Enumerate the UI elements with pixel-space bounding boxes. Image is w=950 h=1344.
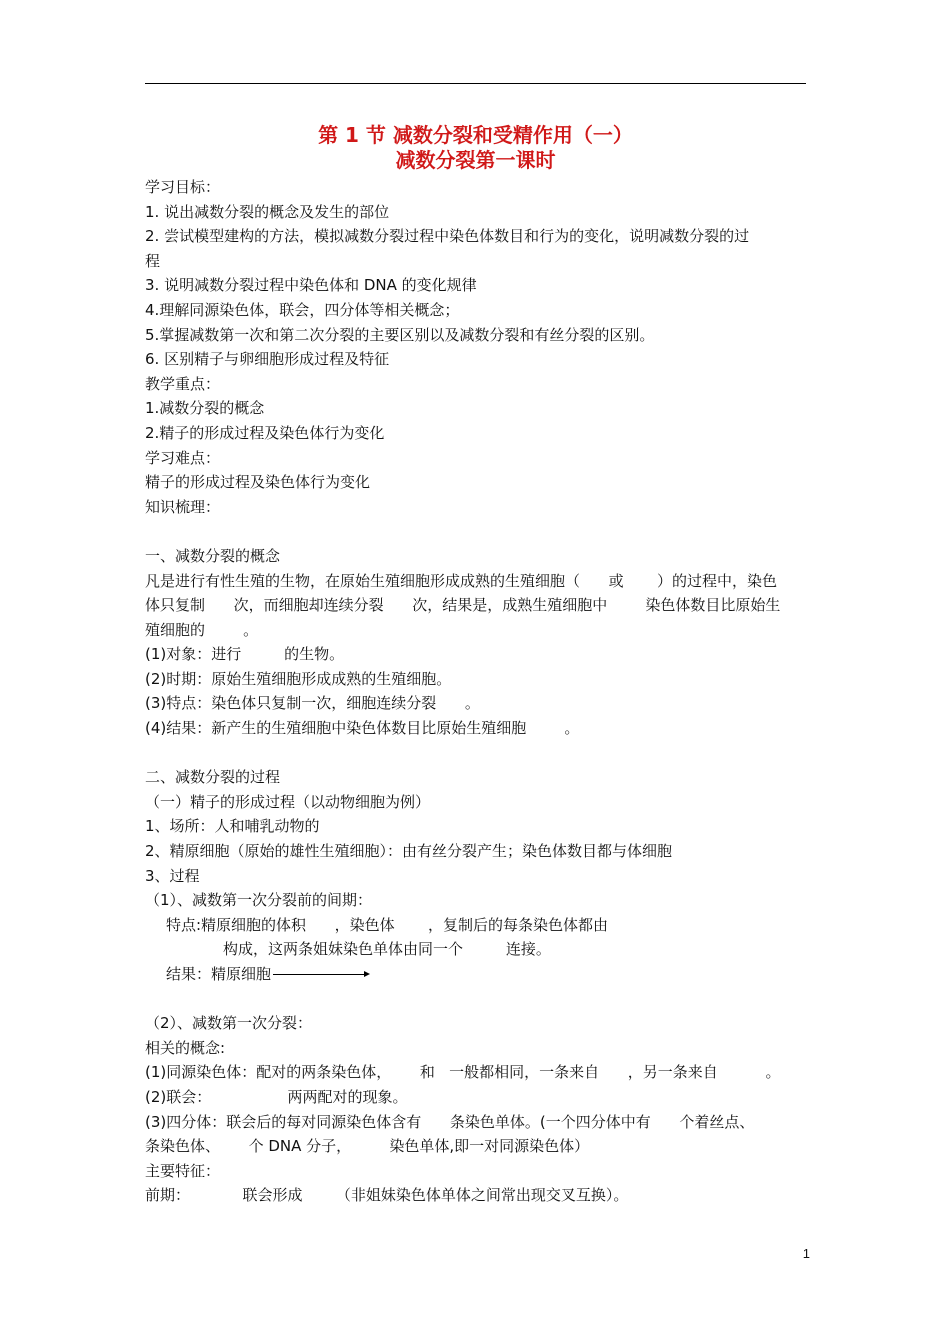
- key-point-item: 2.精子的形成过程及染色体行为变化: [145, 423, 385, 442]
- process-step-heading: （2）、减数第一次分裂：: [145, 1014, 313, 1033]
- concept-definition: (3)四分体：联会后的每对同源染色体含有 条染色单体。(一个四分体中有 个着丝点、: [145, 1112, 755, 1131]
- prophase-line: 前期： 联会形成 （非姐妹染色体单体之间常出现交叉互换）。: [145, 1186, 629, 1205]
- goal-item: 4.理解同源染色体，联会，四分体等相关概念；: [145, 300, 460, 319]
- process-step-heading: （1）、减数第一次分裂前的间期：: [145, 891, 373, 910]
- concept-definition: (1)同源染色体：配对的两条染色体， 和 一般都相同，一条来自 ，另一条来自 。: [145, 1063, 781, 1082]
- goal-item: 2. 尝试模型建构的方法，模拟减数分裂过程中染色体数目和行为的变化，说明减数分裂的过: [145, 227, 750, 246]
- concept-item: (1)对象：进行 的生物。: [145, 645, 345, 664]
- blank-line: [145, 987, 809, 1012]
- goal-item-continued: 程: [145, 251, 161, 270]
- right-arrow-icon: [273, 974, 368, 975]
- concept-item: (4)结果：新产生的生殖细胞中染色体数目比原始生殖细胞 。: [145, 719, 580, 738]
- related-concepts-heading: 相关的概念:: [145, 1038, 226, 1057]
- heading-knowledge-review: 知识梳理：: [145, 497, 221, 516]
- lesson-subtitle: 减数分裂第一课时: [395, 148, 556, 172]
- goal-item: 3. 说明减数分裂过程中染色体和 DNA 的变化规律: [145, 276, 477, 295]
- goal-item: 1. 说出减数分裂的概念及发生的部位: [145, 202, 390, 221]
- result-label: 结果：精原细胞: [166, 965, 272, 983]
- key-point-item: 1.减数分裂的概念: [145, 399, 265, 418]
- section-title: 第 1 节 减数分裂和受精作用（一）: [318, 123, 633, 147]
- heading-learning-goals: 学习目标：: [145, 178, 221, 196]
- process-item: 2、精原细胞（原始的雄性生殖细胞）：由有丝分裂产生；染色体数目都与体细胞: [145, 842, 673, 861]
- goal-item: 6. 区别精子与卵细胞形成过程及特征: [145, 350, 390, 369]
- concept-item: (2)时期：原始生殖细胞形成成熟的生殖细胞。: [145, 669, 452, 688]
- document-body: [145, 175, 809, 1208]
- concept-item: (3)特点：染色体只复制一次，细胞连续分裂 。: [145, 694, 480, 713]
- page-number: 1: [802, 1246, 810, 1261]
- main-features-heading: 主要特征：: [145, 1161, 221, 1180]
- concept-definition: (2)联会： 两两配对的现象。: [145, 1087, 408, 1106]
- blank-line: [145, 519, 809, 544]
- heading-key-points: 教学重点：: [145, 374, 221, 393]
- heading-difficulties: 学习难点：: [145, 448, 221, 467]
- blank-line: [145, 741, 809, 766]
- subsection-heading: （一）精子的形成过程（以动物细胞为例）: [145, 792, 431, 811]
- section-heading-process: 二、减数分裂的过程: [145, 768, 281, 787]
- concept-definition-continued: 条染色体、 个 DNA 分子， 染色单体,即一对同源染色体）: [145, 1137, 590, 1156]
- interphase-features-continued: 构成，这两条姐妹染色单体由同一个 连接。: [223, 940, 551, 959]
- interphase-result: [145, 962, 809, 987]
- interphase-features: 特点:精原细胞的体积 ，染色体 ，复制后的每条染色体都由: [166, 915, 609, 934]
- header-rule: [145, 83, 806, 84]
- goal-item: 5.掌握减数第一次和第二次分裂的主要区别以及减数分裂和有丝分裂的区别。: [145, 325, 655, 344]
- process-item: 1、场所：人和哺乳动物的: [145, 817, 320, 836]
- paragraph-line: 凡是进行有性生殖的生物，在原始生殖细胞形成成熟的生殖细胞（ 或 ）的过程中，染色: [145, 571, 777, 590]
- paragraph-line: 体只复制 次，而细胞却连续分裂 次，结果是，成熟生殖细胞中 染色体数目比原始生: [145, 596, 781, 615]
- difficulty-item: 精子的形成过程及染色体行为变化: [145, 473, 371, 492]
- paragraph-line: 殖细胞的 。: [145, 620, 259, 639]
- process-item: 3、过程: [145, 866, 200, 885]
- section-heading-concept: 一、减数分裂的概念: [145, 546, 281, 565]
